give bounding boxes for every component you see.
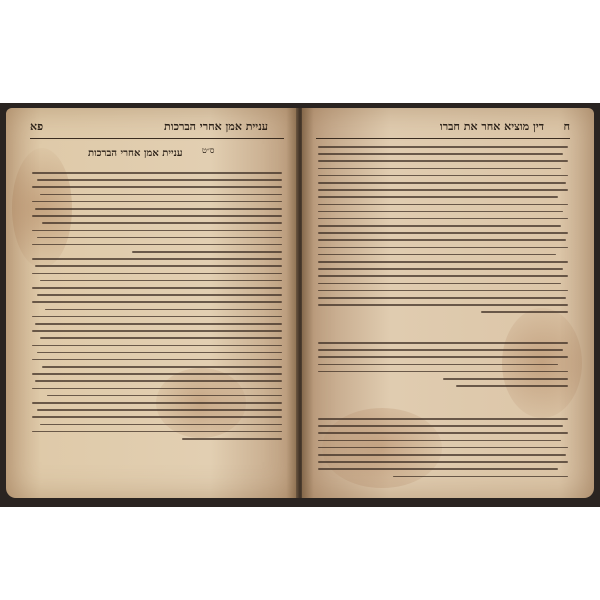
right-running-head [316, 120, 570, 136]
right-body-text-upper [318, 146, 568, 336]
left-section-label: ס״ט [202, 146, 215, 155]
open-book [6, 108, 594, 498]
left-folio: פא [30, 120, 44, 133]
left-running-head [30, 120, 284, 136]
left-body-text [32, 172, 282, 494]
right-body-text-lower [318, 418, 568, 488]
right-running-title: דין מוציא אחר את חברו [439, 120, 544, 133]
right-page [302, 108, 594, 498]
left-page [6, 108, 298, 498]
right-body-text-middle [318, 342, 568, 394]
right-header-rule [316, 138, 570, 139]
left-header-rule [30, 138, 284, 139]
right-folio: ח [563, 120, 570, 133]
left-running-title: עניית אמן אחרי הברכות [164, 120, 268, 133]
left-section-heading: עניית אמן אחרי הברכות [88, 148, 183, 159]
